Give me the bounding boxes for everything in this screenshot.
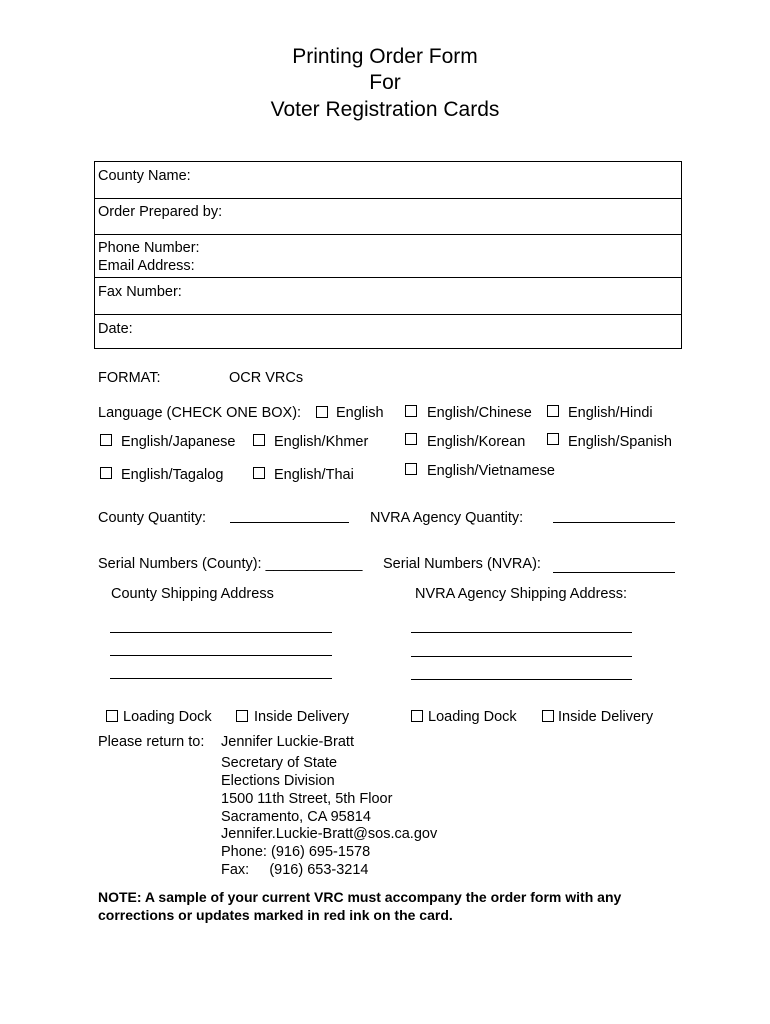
english-japanese-option-label: English/Japanese [121, 434, 236, 450]
phone-email-row[interactable] [95, 235, 681, 278]
serial-numbers-nvra-field[interactable] [553, 572, 675, 573]
form-title-line-1: Printing Order Form [292, 45, 478, 68]
county-shipping-address-header: County Shipping Address [111, 586, 274, 602]
return-email: Jennifer.Luckie-Bratt@sos.ca.gov [221, 826, 438, 842]
phone-number-label: Phone Number: [98, 240, 200, 256]
fax-number-row[interactable] [95, 278, 681, 315]
county-name-row[interactable] [95, 162, 681, 199]
english-khmer-option-label: English/Khmer [274, 434, 369, 450]
english-tagalog-checkbox[interactable] [100, 467, 112, 479]
return-city: Sacramento, CA 95814 [221, 809, 371, 825]
english-hindi-checkbox[interactable] [547, 405, 559, 417]
serial-numbers-nvra-label: Serial Numbers (NVRA): [383, 556, 541, 572]
nvra-inside-delivery-checkbox[interactable] [542, 710, 554, 722]
english-hindi-option-label: English/Hindi [568, 405, 653, 421]
county-loading-dock-checkbox[interactable] [106, 710, 118, 722]
return-fax: Fax: (916) 653-3214 [221, 862, 369, 878]
form-title-line-2: For [369, 71, 401, 94]
format-label: FORMAT: [98, 370, 161, 386]
county-inside-delivery-label: Inside Delivery [254, 709, 350, 725]
nvra-shipping-address-header: NVRA Agency Shipping Address: [415, 586, 627, 602]
please-return-to-label: Please return to: [98, 734, 205, 750]
note-line-1: NOTE: A sample of your current VRC must accompany the order form with any [98, 889, 622, 905]
county-quantity-field[interactable] [230, 522, 349, 523]
county-address-line-3[interactable] [110, 678, 332, 679]
serial-numbers-county-label: Serial Numbers (County): ____________ [98, 556, 363, 572]
format-value: OCR VRCs [229, 370, 304, 386]
order-prepared-by-label: Order Prepared by: [98, 204, 223, 220]
nvra-inside-delivery-label: Inside Delivery [558, 709, 654, 725]
nvra-loading-dock-label: Loading Dock [428, 709, 517, 725]
nvra-agency-quantity-label: NVRA Agency Quantity: [370, 510, 524, 526]
nvra-address-line-1[interactable] [411, 632, 632, 633]
email-address-label: Email Address: [98, 258, 195, 274]
form-title-line-3: Voter Registration Cards [270, 98, 500, 121]
english-option-label: English [336, 405, 384, 421]
return-street: 1500 11th Street, 5th Floor [221, 791, 393, 807]
english-tagalog-option-label: English/Tagalog [121, 467, 224, 483]
fax-number-label: Fax Number: [98, 284, 182, 300]
note-line-2: corrections or updates marked in red ink on the card. [98, 907, 453, 923]
english-korean-option-label: English/Korean [427, 434, 526, 450]
county-quantity-label: County Quantity: [98, 510, 206, 526]
order-prepared-by-row[interactable] [95, 199, 681, 235]
nvra-agency-quantity-field[interactable] [553, 522, 675, 523]
county-name-label: County Name: [98, 168, 191, 184]
english-japanese-checkbox[interactable] [100, 434, 112, 446]
english-spanish-checkbox[interactable] [547, 433, 559, 445]
english-checkbox[interactable] [316, 406, 328, 418]
english-thai-option-label: English/Thai [274, 467, 354, 483]
english-chinese-checkbox[interactable] [405, 405, 417, 417]
nvra-loading-dock-checkbox[interactable] [411, 710, 423, 722]
english-spanish-option-label: English/Spanish [568, 434, 672, 450]
county-inside-delivery-checkbox[interactable] [236, 710, 248, 722]
english-chinese-option-label: English/Chinese [427, 405, 532, 421]
language-label: Language (CHECK ONE BOX): [98, 405, 302, 421]
return-name: Jennifer Luckie-Bratt [221, 734, 354, 750]
english-korean-checkbox[interactable] [405, 433, 417, 445]
date-row[interactable] [95, 315, 681, 348]
nvra-address-line-2[interactable] [411, 656, 632, 657]
return-division: Elections Division [221, 773, 335, 789]
english-vietnamese-option-label: English/Vietnamese [427, 463, 555, 479]
nvra-address-line-3[interactable] [411, 679, 632, 680]
return-title: Secretary of State [221, 755, 338, 771]
english-vietnamese-checkbox[interactable] [405, 463, 417, 475]
date-label: Date: [98, 321, 133, 337]
county-address-line-1[interactable] [110, 632, 332, 633]
contact-info-table [94, 161, 682, 349]
return-phone: Phone: (916) 695-1578 [221, 844, 371, 860]
english-thai-checkbox[interactable] [253, 467, 265, 479]
english-khmer-checkbox[interactable] [253, 434, 265, 446]
county-address-line-2[interactable] [110, 655, 332, 656]
county-loading-dock-label: Loading Dock [123, 709, 212, 725]
